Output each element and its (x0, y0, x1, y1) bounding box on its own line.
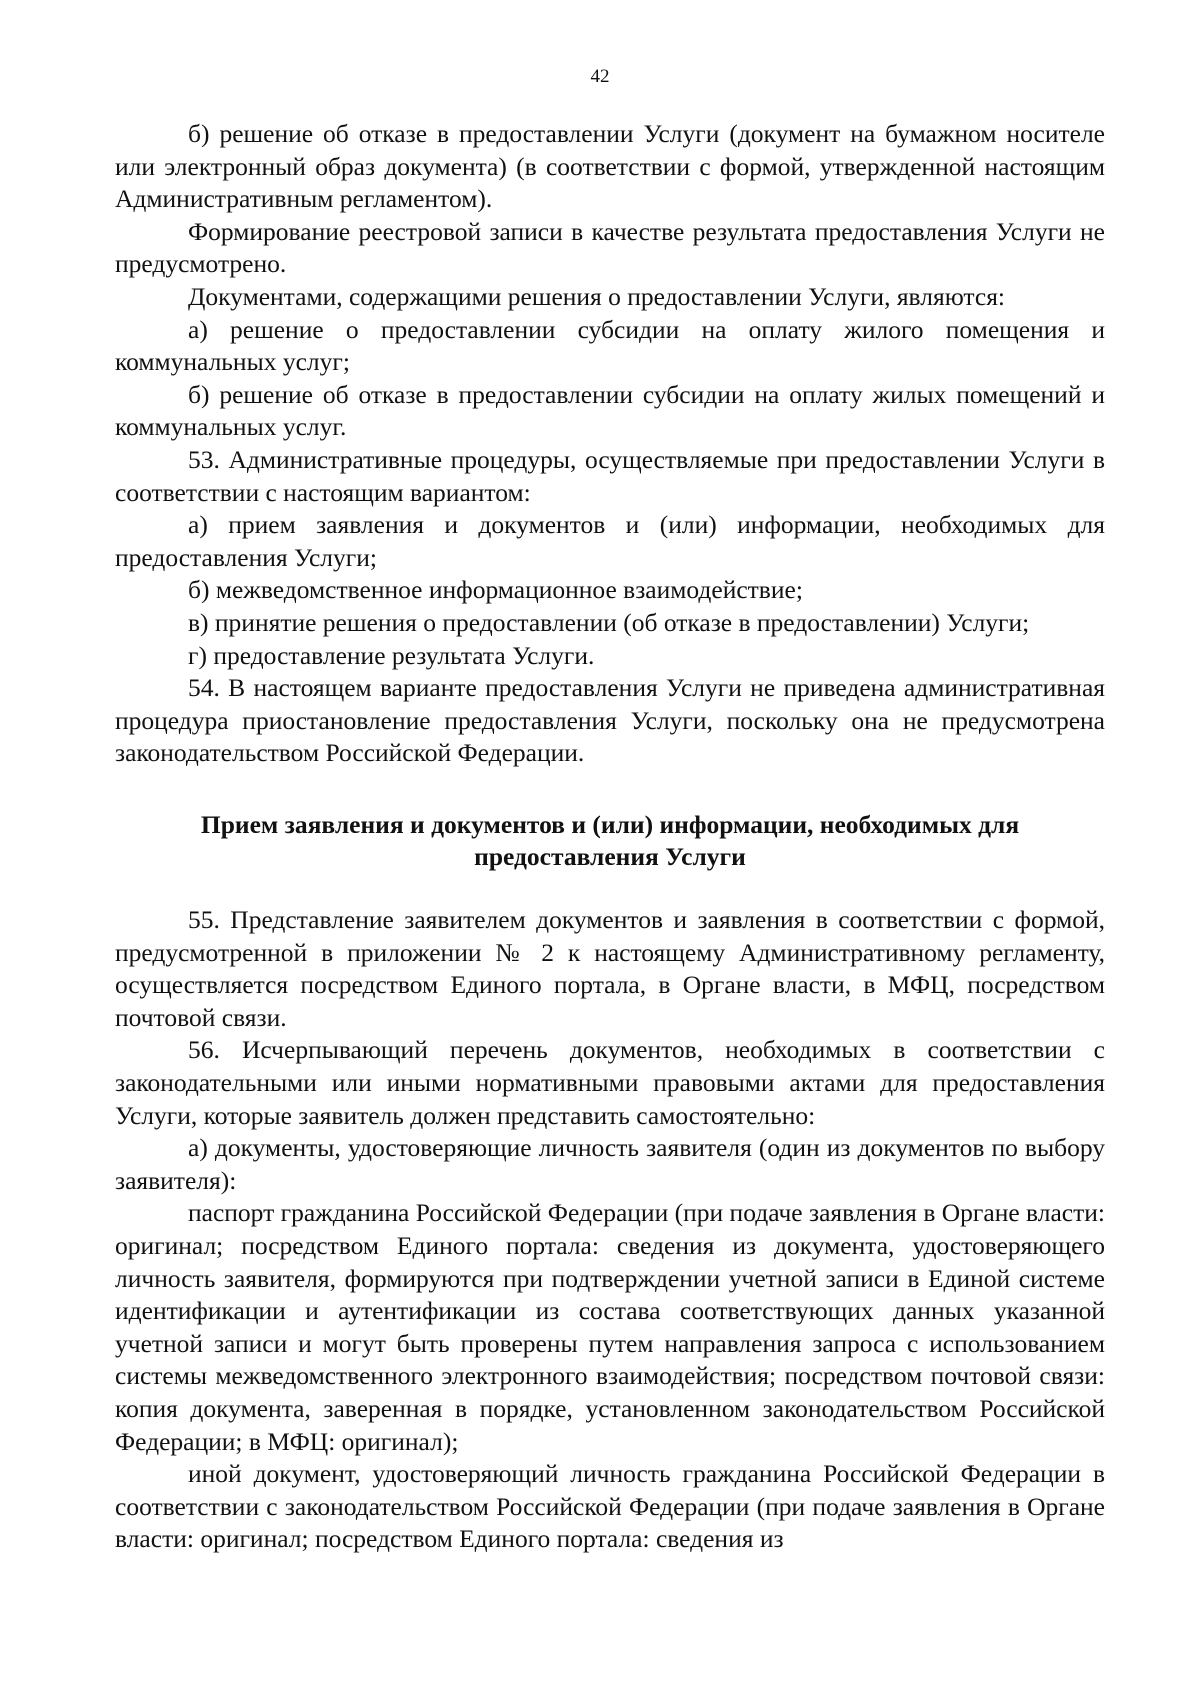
list-item: а) документы, удостоверяющие личность заявителя (один из документов по выбору заявителя): (115, 1133, 1105, 1195)
paragraph: 55. Представление заявителем документов и заявления в соответствии с формой, предусмотренной в приложении № 2 к настоящему Административному регламенту, осуществляется посредством Единого портала, в Органе власти, в МФЦ, посредством почтовой связи. (115, 905, 1105, 1032)
paragraph: паспорт гражданина Российской Федерации (при подаче заявления в Органе власти: оригинал; посредством Единого портала: сведения из документа, удостоверяющего личность заявителя, формируются при подтверждении учетной записи в Единой системе идентификации и аутентификации из состава соответствующих данных указанной учетной записи и могут быть проверены путем направления запроса с использованием системы межведомственного электронного взаимодействия; посредством почтовой связи: копия документа, заверенная в порядке, установленном законодательством Российской Федерации; в МФЦ: оригинал); (115, 1198, 1105, 1456)
list-item: а) прием заявления и документов и (или) информации, необходимых для предоставления Услуги; (115, 510, 1105, 572)
paragraph: Документами, содержащими решения о предоставлении Услуги, являются: (188, 281, 1006, 311)
list-item: б) решение об отказе в предоставлении субсидии на оплату жилых помещений и коммунальных услуг. (115, 379, 1105, 442)
list-item: а) решение о предоставлении субсидии на оплату жилого помещения и коммунальных услуг; (115, 314, 1105, 377)
paragraph: 54. В настоящем варианте предоставления Услуги не приведена административная процедура приостановление предоставления Услуги, поскольку она не предусмотрена законодательством Российской Федерации. (115, 673, 1105, 768)
document-body (115, 118, 1105, 1556)
list-item: в) принятие решения о предоставлении (об отказе в предоставлении) Услуги; (188, 607, 1030, 637)
list-item: б) межведомственное информационное взаимодействие; (188, 575, 803, 605)
list-item: г) предоставление результата Услуги. (188, 640, 595, 670)
paragraph: иной документ, удостоверяющий личность гражданина Российской Федерации в соответствии с законодательством Российской Федерации (при подаче заявления в Органе власти: оригинал; посредством Единого портала: сведения из (115, 1459, 1105, 1554)
paragraph: Формирование реестровой записи в качестве результата предоставления Услуги не предусмотрено. (115, 216, 1105, 279)
paragraph: б) решение об отказе в предоставлении Услуги (документ на бумажном носителе или электронный образ документа) (в соответствии с формой, утвержденной настоящим Административным регламентом). (115, 119, 1105, 214)
paragraph: 53. Административные процедуры, осуществляемые при предоставлении Услуги в соответствии с настоящим вариантом: (115, 444, 1105, 507)
page-number: 42 (590, 66, 610, 87)
paragraph: 56. Исчерпывающий перечень документов, необходимых в соответствии с законодательными или иными нормативными правовыми актами для предоставления Услуги, которые заявитель должен представить самостоятельно: (115, 1035, 1105, 1130)
section-heading: Прием заявления и документов и (или) информации, необходимых для предоставления Услуги (200, 809, 1020, 872)
